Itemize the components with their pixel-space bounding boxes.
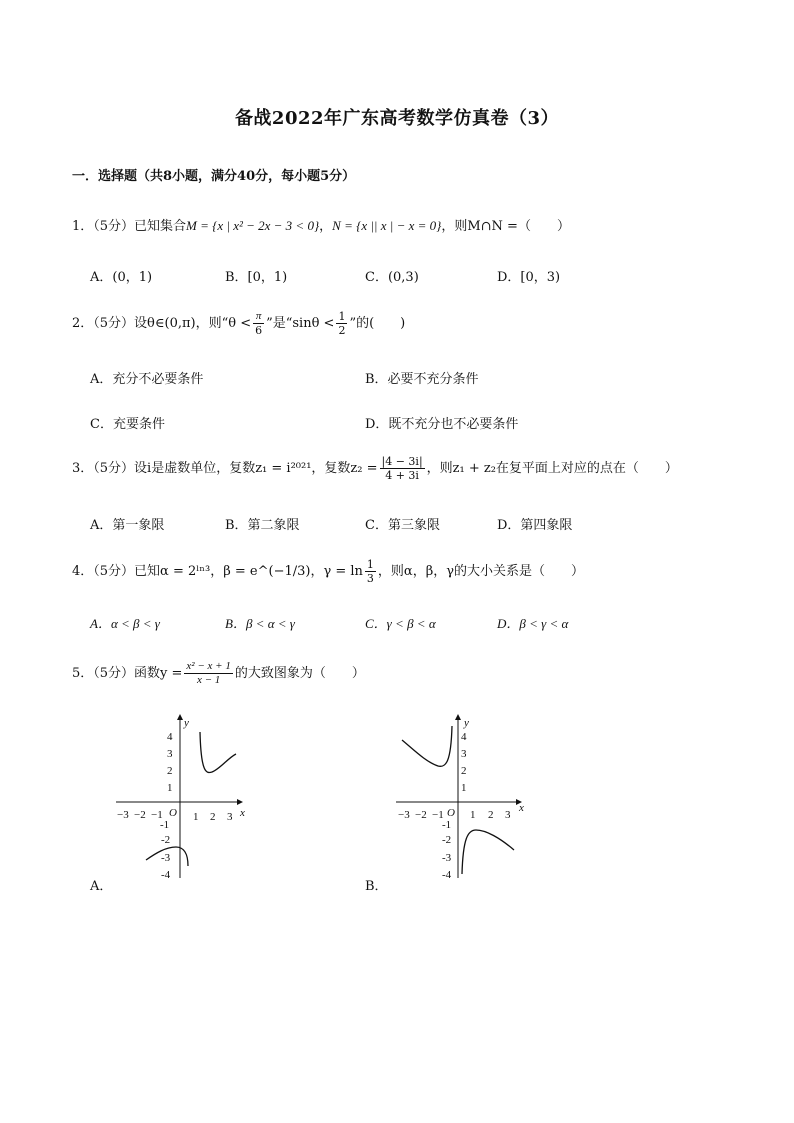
graph-a-y-label: y (184, 717, 189, 729)
q5-option-b[interactable]: B． (365, 879, 388, 894)
graph-b-xtick: −3 (398, 809, 410, 821)
graph-b-ytick: -1 (442, 819, 452, 831)
q2-option-d[interactable]: D．既不充分也不必要条件 (365, 417, 519, 432)
section-heading: 一．选择题（共8小题，满分40分，每小题5分） (72, 169, 356, 184)
graph-a-xtick: 2 (210, 811, 216, 823)
graph-b-ytick: -4 (442, 869, 452, 881)
q3-option-b[interactable]: B．第二象限 (225, 518, 300, 533)
question-1 (72, 215, 570, 234)
q2-option-b[interactable]: B．必要不充分条件 (365, 372, 479, 387)
graph-b-xtick: 3 (505, 809, 511, 821)
q3-prefix: 3．（5分）设i是虚数单位，复数z₁ = i²⁰²¹，复数z₂ = (72, 461, 378, 476)
q5-option-a[interactable]: A． (90, 879, 113, 894)
q1-tail: ，则M∩N =（ ） (441, 219, 570, 234)
q5-fraction: $\frac{\text{x² − x + 1}}{x - 1}$ (186, 660, 231, 686)
q4-option-a[interactable]: A．α < β < γ (90, 616, 160, 631)
graph-a-ytick: -3 (161, 852, 171, 864)
q4-prefix: 4．（5分）已知α = 2ˡⁿ³，β = e^(−1/3)，γ = ln (72, 564, 363, 579)
q1-option-c[interactable]: C．(0,3) (365, 270, 419, 285)
q1-prefix: 1．（5分）已知集合 (72, 219, 187, 234)
graph-b-xtick: 2 (488, 809, 494, 821)
graph-a-ytick: 3 (167, 748, 173, 760)
graph-b-curve-left (402, 726, 452, 766)
q4-option-d[interactable]: D．β < γ < α (497, 616, 569, 631)
question-2 (72, 310, 405, 337)
graph-a-curve-right (200, 732, 236, 773)
q2-prefix: 2．（5分）设θ∈(0,π)，则“θ < (72, 316, 252, 331)
q1-set-n: N = {x || x | − x = 0} (332, 218, 442, 233)
q3-option-a[interactable]: A．第一象限 (90, 518, 165, 533)
q1-sep: ， (319, 219, 333, 234)
q2-middle: ”是“sinθ < (266, 316, 335, 331)
graph-a (112, 712, 252, 882)
graph-b-ytick: 4 (461, 731, 467, 743)
q2-option-a[interactable]: A．充分不必要条件 (90, 372, 204, 387)
graph-b-xtick: −2 (415, 809, 427, 821)
graph-a-x-label: x (240, 807, 245, 819)
graph-a-xtick: 1 (193, 811, 199, 823)
graph-a-y-arrow (177, 714, 183, 720)
graph-b-ytick: -2 (442, 834, 452, 846)
q4-option-c[interactable]: C．γ < β < α (365, 616, 436, 631)
page-title: 备战2022年广东高考数学仿真卷（3） (234, 108, 560, 129)
q5-tail: 的大致图象为（ ） (234, 666, 365, 681)
graph-a-ytick: 4 (167, 731, 173, 743)
graph-a-ytick: 2 (167, 765, 173, 777)
q2-fraction-pi-6: $\frac{\pi}{6}$ (255, 310, 263, 337)
q4-option-b[interactable]: B．β < α < γ (225, 616, 295, 631)
q1-option-b[interactable]: B．[0，1) (225, 270, 288, 285)
graph-b-x-label: x (519, 802, 524, 814)
q3-option-c[interactable]: C．第三象限 (365, 518, 440, 533)
graph-b-y-arrow (455, 714, 461, 720)
q1-option-a[interactable]: A．(0，1) (90, 270, 153, 285)
graph-a-ytick: -2 (161, 834, 171, 846)
graph-b-ytick: 3 (461, 748, 467, 760)
graph-a-xtick: −3 (117, 809, 129, 821)
q3-fraction: $\frac{|4 - 3i|}{4 + 3i}$ (381, 455, 423, 482)
graph-b-y-label: y (464, 717, 469, 729)
graph-a-ytick: 1 (167, 782, 173, 794)
q2-fraction-1-2: $\frac{1}{2}$ (338, 310, 346, 337)
graph-a-origin: O (169, 807, 177, 819)
graph-b-curve-right (462, 830, 514, 874)
q2-option-c[interactable]: C．充要条件 (90, 417, 165, 432)
graph-b-origin: O (447, 807, 455, 819)
graph-b-ytick: 2 (461, 765, 467, 777)
q4-tail: ，则α，β，γ的大小关系是（ ） (377, 564, 584, 579)
q2-tail: ”的( ) (349, 316, 406, 331)
q3-option-d[interactable]: D．第四象限 (497, 518, 573, 533)
q3-tail: ，则z₁ + z₂在复平面上对应的点在（ ） (426, 461, 678, 476)
q5-prefix: 5．（5分）函数y = (72, 666, 183, 681)
question-5 (72, 660, 365, 687)
graph-b-xtick: −1 (432, 809, 444, 821)
graph-b-ytick: -3 (442, 852, 452, 864)
graph-a-xtick: −1 (151, 809, 163, 821)
question-4 (72, 558, 584, 585)
q1-set-m: M = {x | x² − 2x − 3 < 0} (186, 218, 320, 233)
graph-a-x-arrow (237, 799, 243, 805)
graph-a-ytick: -1 (160, 819, 170, 831)
question-3 (72, 455, 678, 482)
graph-a-xtick: −2 (134, 809, 146, 821)
graph-b-xtick: 1 (470, 809, 476, 821)
q1-option-d[interactable]: D．[0，3) (497, 270, 561, 285)
q4-fraction: $\frac{1}{3}$ (366, 558, 374, 585)
graph-b-ytick: 1 (461, 782, 467, 794)
graph-a-ytick: -4 (161, 869, 171, 881)
graph-a-xtick: 3 (227, 811, 233, 823)
graph-b (390, 712, 535, 882)
